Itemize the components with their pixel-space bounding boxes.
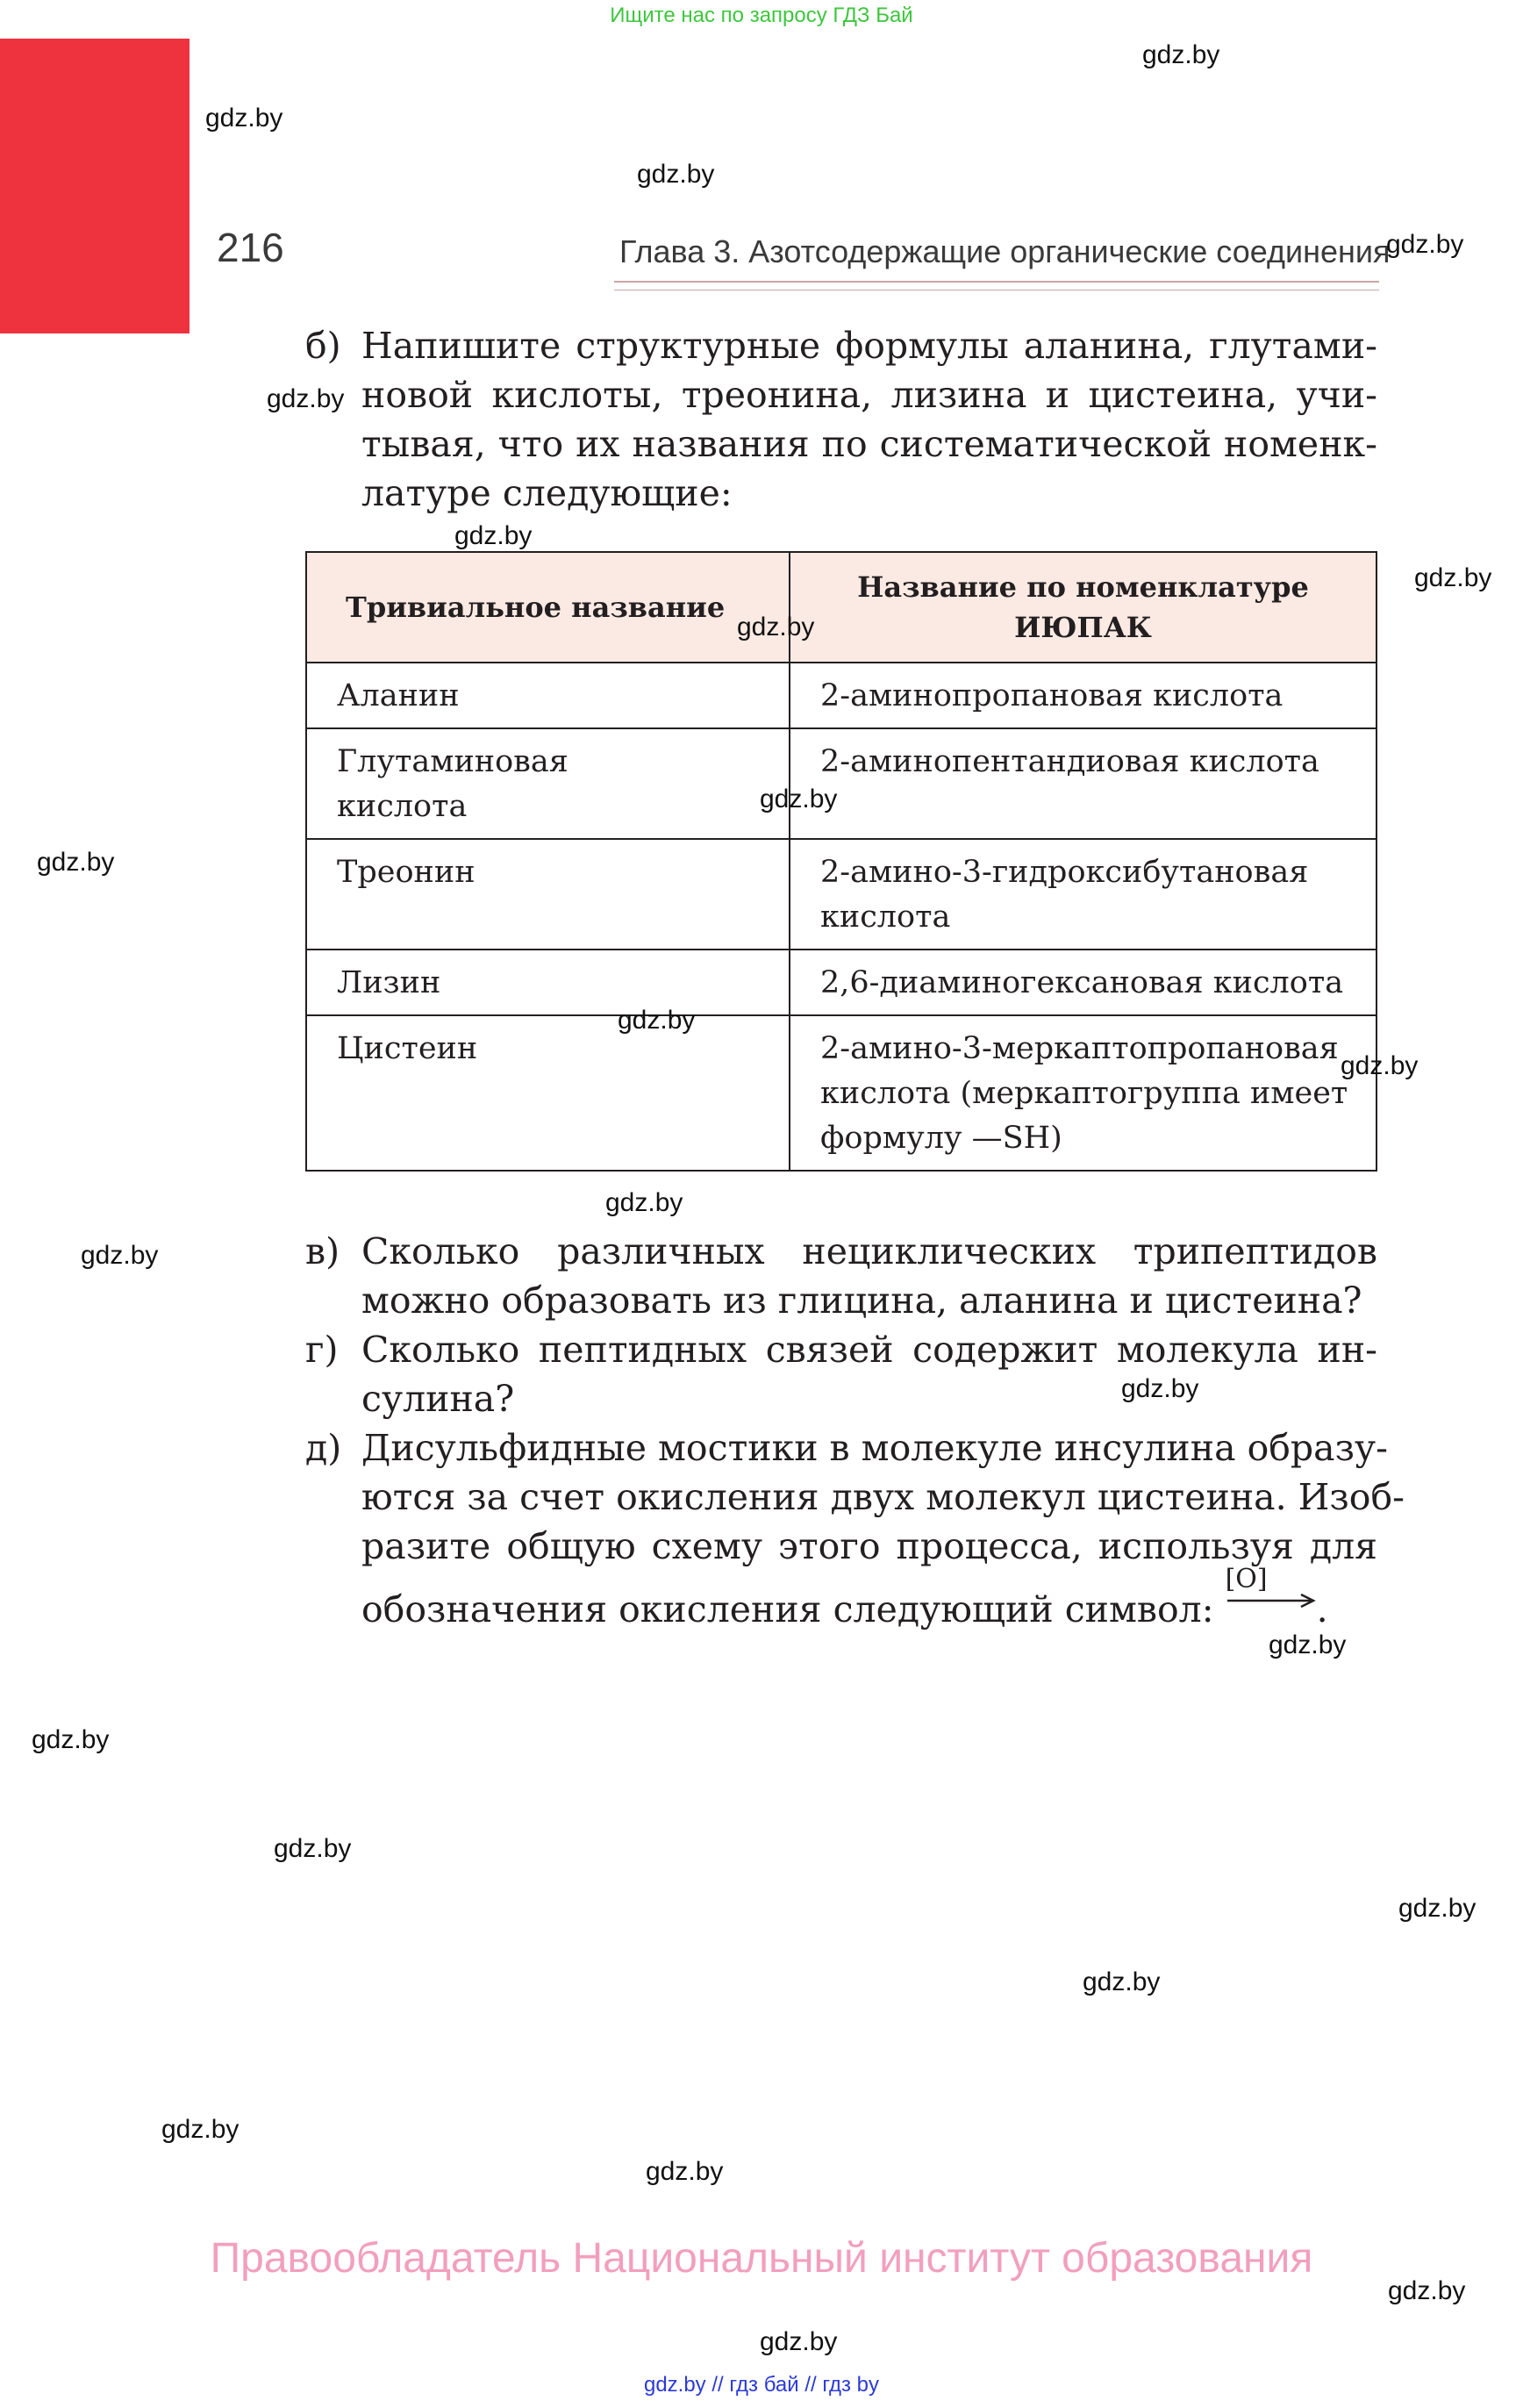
text-line: латуре следующие: (361, 472, 733, 514)
cell-line: формулу —SH) (820, 1121, 1062, 1156)
cell-line: 2-аминопентандиовая кислота (820, 744, 1319, 779)
header-iupac (790, 552, 1376, 663)
watermark-text: gdz.by (205, 104, 283, 133)
cell-line: кислота (820, 899, 951, 935)
cell-line: кислота (337, 789, 468, 824)
text-line: разите общую схему этого процесса, используя для (361, 1525, 1377, 1567)
cell-iupac (790, 839, 1376, 950)
cell-line: кислота (меркаптогруппа имеет (820, 1076, 1348, 1111)
text-line: Сколько различных нециклических трипептидов (361, 1230, 1377, 1272)
header-trivial: Тривиальное название (306, 552, 790, 663)
text-line: можно образовать из глицина, аланина и цистеина? (361, 1279, 1362, 1322)
text-line: ются за счет окисления двух молекул цистеина. Изоб- (361, 1476, 1405, 1518)
cell-line: Цистеин (337, 1031, 478, 1066)
watermark-text: gdz.by (1121, 1374, 1199, 1403)
watermark-text: gdz.by (37, 848, 115, 877)
watermark-text: gdz.by (1398, 1894, 1477, 1923)
watermark-text: gdz.by (637, 160, 715, 189)
watermark-text: gdz.by (760, 785, 838, 813)
watermark-text: gdz.by (267, 384, 345, 413)
text-line: Сколько пептидных связей содержит молекула ин- (361, 1329, 1377, 1371)
task-letter: в) (305, 1230, 340, 1272)
watermark-text: gdz.by (274, 1834, 352, 1863)
watermark-text: gdz.by (1269, 1630, 1347, 1659)
oxidation-arrow (1225, 1564, 1317, 1622)
cell-line: 2-амино-3-гидроксибутановая (820, 855, 1309, 890)
cell-line: Глутаминовая (337, 744, 568, 779)
header-iupac-line1: Название по номенклатуре (857, 570, 1309, 604)
cell-line: 2-амино-3-меркаптопропановая (820, 1031, 1339, 1066)
watermark-text: gdz.by (1414, 563, 1492, 592)
text-line: тывая, что их названия по систематической номенк- (361, 423, 1377, 465)
watermark-text: gdz.by (81, 1241, 159, 1270)
watermark-text: gdz.by (646, 2157, 724, 2186)
table-row (306, 663, 1376, 728)
sentence-end: . (1316, 1588, 1328, 1630)
page-number: 216 (217, 225, 284, 270)
cell-line: Лизин (337, 965, 441, 1000)
cell-iupac (790, 1015, 1376, 1171)
table-header-row (306, 552, 1376, 663)
chapter-title: Глава 3. Азотсодержащие органические соединения (619, 233, 1391, 269)
cell-trivial (306, 950, 790, 1015)
watermark-text: gdz.by (618, 1006, 696, 1035)
task-text (361, 321, 1377, 518)
bottom-links[interactable]: gdz.by // гдз бай // гдз by (643, 2373, 880, 2397)
watermark-text: gdz.by (454, 521, 533, 550)
task-letter: г) (305, 1329, 339, 1371)
task-letter: д) (305, 1427, 342, 1469)
task-text (361, 1423, 1405, 1634)
cell-iupac (790, 663, 1376, 728)
nomenclature-table (305, 551, 1377, 1172)
watermark-text: gdz.by (32, 1725, 110, 1754)
watermark-text: gdz.by (161, 2115, 240, 2144)
oxidation-label: [O] (1225, 1564, 1268, 1595)
cell-iupac (790, 728, 1376, 839)
cell-trivial (306, 728, 790, 839)
watermark-text: gdz.by (1083, 1967, 1161, 1996)
task-text (361, 1227, 1377, 1325)
task-letter: б) (305, 325, 341, 367)
cell-trivial (306, 839, 790, 950)
cell-line: Аланин (337, 678, 460, 713)
header-iupac-line2: ИЮПАК (1014, 611, 1152, 644)
watermark-text: gdz.by (1142, 40, 1220, 69)
task-text (361, 1325, 1377, 1423)
text-line-content: обозначения окисления следующий символ: (361, 1588, 1214, 1630)
watermark-text: gdz.by (605, 1188, 683, 1217)
watermark-text: gdz.by (737, 613, 815, 641)
cell-line: 2-аминопропановая кислота (820, 678, 1283, 713)
arrow-right-icon (1226, 1592, 1317, 1609)
red-corner-tab (0, 39, 189, 333)
watermark-text: gdz.by (760, 2327, 838, 2356)
watermark-text: gdz.by (1341, 1051, 1419, 1080)
table-row (306, 728, 1376, 839)
cell-line: 2,6-диаминогексановая кислота (820, 965, 1344, 1000)
header-rule (614, 281, 1379, 283)
table-row (306, 1015, 1376, 1171)
text-line: Дисульфидные мостики в молекуле инсулина образу- (361, 1427, 1388, 1469)
watermark-text: gdz.by (1386, 230, 1464, 259)
table-row (306, 839, 1376, 950)
cell-trivial (306, 663, 790, 728)
copyright-notice: Правообладатель Национальный институт образования (210, 2235, 1313, 2282)
watermark-text: gdz.by (1388, 2276, 1466, 2305)
cell-line: Треонин (337, 855, 475, 890)
text-line: Напишите структурные формулы аланина, глутами- (361, 325, 1377, 367)
cell-trivial (306, 1015, 790, 1171)
cell-iupac (790, 950, 1376, 1015)
table-row (306, 950, 1376, 1015)
text-line: сулина? (361, 1378, 515, 1420)
top-search-note: Ищите нас по запросу ГДЗ Бай (610, 4, 913, 27)
text-line: новой кислоты, треонина, лизина и цистеина, учи- (361, 374, 1377, 416)
text-line (361, 1564, 1377, 1634)
